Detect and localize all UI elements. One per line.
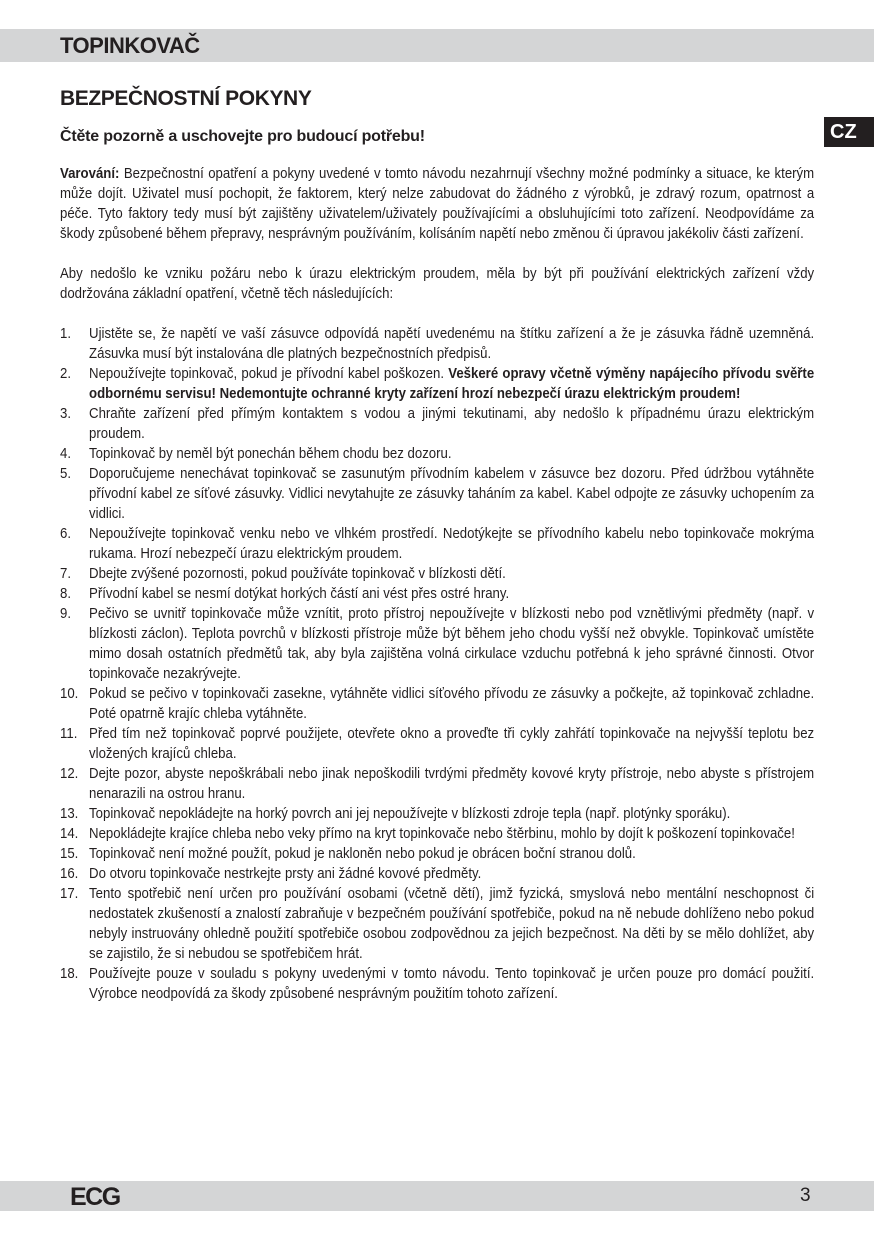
item-text: Pokud se pečivo v topinkovači zasekne, vytáhněte vidlici síťového přívodu ze zásuvky a počkejte, až topinkovač zchladne. Poté opatrně krajíc chleba vytáhněte. <box>89 685 815 722</box>
page-number: 3 <box>800 1185 811 1206</box>
ecg-logo: ECG <box>70 1183 120 1211</box>
list-item <box>60 364 814 404</box>
item-number: 4. <box>60 445 72 462</box>
warning-paragraph <box>60 164 814 244</box>
item-number: 16. <box>60 865 79 882</box>
list-item <box>60 584 814 604</box>
list-item <box>60 324 814 364</box>
item-text: Před tím než topinkovač poprvé použijete, otevřete okno a proveďte tři cykly zahřátí topinkovače na nejvyšší teplotu bez vložených krajíců chleba. <box>89 725 815 762</box>
item-number: 14. <box>60 825 79 842</box>
item-number: 13. <box>60 805 79 822</box>
item-number: 18. <box>60 965 79 982</box>
item-number: 9. <box>60 605 72 622</box>
list-item <box>60 684 814 724</box>
warning-label: Varování: <box>60 165 120 182</box>
item-number: 5. <box>60 465 72 482</box>
item-number: 8. <box>60 585 72 602</box>
warning-text: Bezpečnostní opatření a pokyny uvedené v tomto návodu nezahrnují všechny možné podmínky a situace, ke kterým může dojít. Uživatel musí pochopit, že faktorem, který nelze zabudovat do žádného z výrobků, je zdravý rozum, opatrnost a péče. Tyto faktory tedy musí být zajištěny uživatelem/uživately používajícími a obsluhujícími toto zařízení. Neodpovídáme za škody způsobené během přepravy, nesprávným používáním, kolísáním napětí nebo změnou či úpravou jakékoliv části zařízení. <box>60 165 815 242</box>
instruction-list <box>60 324 814 1004</box>
item-text: Do otvoru topinkovače nestrkejte prsty ani žádné kovové předměty. <box>89 865 482 882</box>
list-item <box>60 964 814 1004</box>
safety-instructions <box>60 164 814 1004</box>
item-text: Používejte pouze v souladu s pokyny uvedenými v tomto návodu. Tento topinkovač je určen pouze pro domácí použití. Výrobce neodpovídá za škody způsobené nesprávným použitím tohoto zařízení. <box>89 965 815 1002</box>
list-item <box>60 524 814 564</box>
subtitle: Čtěte pozorně a uschovejte pro budoucí potřebu! <box>60 128 425 145</box>
header-bar <box>0 29 874 62</box>
item-number: 6. <box>60 525 72 542</box>
list-item <box>60 404 814 444</box>
list-item <box>60 764 814 804</box>
list-item <box>60 464 814 524</box>
list-item <box>60 804 814 824</box>
item-number: 1. <box>60 325 72 342</box>
list-item <box>60 824 814 844</box>
list-item <box>60 884 814 964</box>
item-number: 10. <box>60 685 79 702</box>
list-item <box>60 604 814 684</box>
language-tab: CZ <box>824 117 874 147</box>
item-bold-text: Veškeré opravy včetně výměny napájecího přívodu svěřte odbornému servisu! Nedemontujte ochranné kryty zařízení hrozí nebezpečí úrazu elektrickým proudem! <box>89 365 815 402</box>
list-item <box>60 444 814 464</box>
item-text: Přívodní kabel se nesmí dotýkat horkých částí ani vést přes ostré hrany. <box>89 585 510 602</box>
list-item <box>60 844 814 864</box>
product-title: TOPINKOVAČ <box>60 33 200 58</box>
item-number: 7. <box>60 565 72 582</box>
item-number: 3. <box>60 405 72 422</box>
item-text: Nepokládejte krajíce chleba nebo veky přímo na kryt topinkovače nebo štěrbinu, mohlo by dojít k poškození topinkovače! <box>89 825 795 842</box>
item-text: Dbejte zvýšené pozornosti, pokud používáte topinkovač v blízkosti dětí. <box>89 565 506 582</box>
item-number: 2. <box>60 365 72 382</box>
item-text: Topinkovač nepokládejte na horký povrch ani jej nepoužívejte v blízkosti zdroje tepla (např. plotýnky sporáku). <box>89 805 731 822</box>
item-text: Ujistěte se, že napětí ve vaší zásuvce odpovídá napětí uvedenému na štítku zařízení a že je zásuvka řádně uzemněná. Zásuvka musí být instalována dle platných bezpečnostních předpisů. <box>89 325 815 362</box>
footer-bar <box>0 1181 874 1211</box>
item-text: Chraňte zařízení před přímým kontaktem s vodou a jinými tekutinami, aby nedošlo k případnému úrazu elektrickým proudem. <box>89 405 815 442</box>
item-text: Nepoužívejte topinkovač venku nebo ve vlhkém prostředí. Nedotýkejte se přívodního kabelu nebo topinkovače mokrýma rukama. Hrozí nebezpečí úrazu elektrickým proudem. <box>89 525 815 562</box>
list-item <box>60 864 814 884</box>
list-item <box>60 564 814 584</box>
list-item <box>60 724 814 764</box>
item-text: Dejte pozor, abyste nepoškrábali nebo jinak nepoškodili tvrdými předměty kovové kryty přístroje, nebo abyste s přístrojem nenarazili na ostrou hranu. <box>89 765 815 802</box>
section-title: BEZPEČNOSTNÍ POKYNY <box>60 87 312 110</box>
item-number: 15. <box>60 845 79 862</box>
item-number: 17. <box>60 885 79 902</box>
item-number: 12. <box>60 765 79 782</box>
item-text: Topinkovač není možné použít, pokud je nakloněn nebo pokud je obrácen boční stranou dolů. <box>89 845 636 862</box>
intro-paragraph: Aby nedošlo ke vzniku požáru nebo k úrazu elektrickým proudem, měla by být při používání elektrických zařízení vždy dodržována základní opatření, včetně těch následujících: <box>60 265 815 302</box>
item-text: Pečivo se uvnitř topinkovače může vznítit, proto přístroj nepoužívejte v blízkosti nebo pod vznětlivými předměty (např. v blízkosti záclon). Teplota povrchů v blízkosti přístroje může být během jeho chodu vyšší než obvykle. Topinkovač umístěte mimo dosah ostatních předmětů tak, aby byla zajištěna volná cirkulace vzduchu potřebná k jeho správné činnosti. Otvor topinkovače nezakrývejte. <box>89 605 815 682</box>
item-text: Nepoužívejte topinkovač, pokud je přívodní kabel poškozen. <box>89 365 449 382</box>
item-text: Tento spotřebič není určen pro používání osobami (včetně dětí), jimž fyzická, smyslová nebo mentální neschopnost či nedostatek zkušeností a znalostí zabraňuje v bezpečném používání spotřebiče, pokud na ně nebude dohlíženo nebo pokud nebyly instruovány ohledně použití spotřebiče osobou zodpovědnou za jejich bezpečnost. Na děti by se mělo dohlížet, aby se zajistilo, že si nebudou se spotřebičem hrát. <box>89 885 815 962</box>
item-number: 11. <box>60 725 78 742</box>
item-text: Doporučujeme nenechávat topinkovač se zasunutým přívodním kabelem v zásuvce bez dozoru. Před údržbou vytáhněte přívodní kabel ze síťové zásuvky. Vidlici nevytahujte ze zásuvky taháním za kabel. Kabel odpojte ze zásuvky uchopením za vidlici. <box>89 465 815 522</box>
item-text: Topinkovač by neměl být ponechán během chodu bez dozoru. <box>89 445 452 462</box>
